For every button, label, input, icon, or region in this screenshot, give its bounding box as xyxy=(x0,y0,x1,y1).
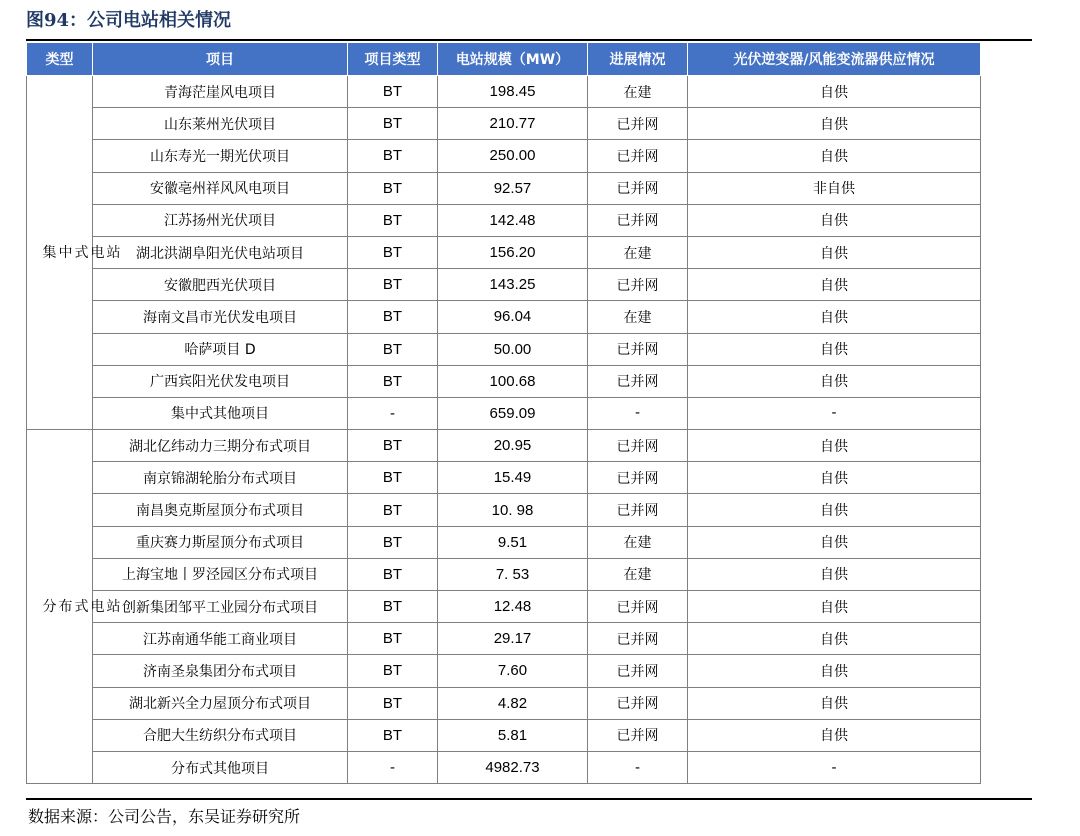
cell-capacity: 29.17 xyxy=(438,623,588,655)
cell-project-type: BT xyxy=(348,526,438,558)
cell-supply: 自供 xyxy=(688,333,981,365)
cell-project-name: 分布式其他项目 xyxy=(93,751,348,783)
cell-project-name: 江苏扬州光伏项目 xyxy=(93,204,348,236)
cell-project-type: BT xyxy=(348,655,438,687)
cell-supply: 自供 xyxy=(688,494,981,526)
cell-supply: 自供 xyxy=(688,687,981,719)
cell-capacity: 142.48 xyxy=(438,204,588,236)
cell-project-name: 济南圣泉集团分布式项目 xyxy=(93,655,348,687)
cell-project-type: - xyxy=(348,397,438,429)
cell-supply: - xyxy=(688,397,981,429)
header-project-type: 项目类型 xyxy=(348,43,438,76)
table-row xyxy=(27,301,981,333)
cell-project-type: BT xyxy=(348,172,438,204)
cell-project-type: BT xyxy=(348,236,438,268)
table-row xyxy=(27,751,981,783)
cell-supply: 自供 xyxy=(688,430,981,462)
cell-supply: 自供 xyxy=(688,108,981,140)
cell-supply: 自供 xyxy=(688,558,981,590)
cell-progress: 已并网 xyxy=(588,172,688,204)
cell-project-type: BT xyxy=(348,204,438,236)
cell-project-name: 湖北洪湖阜阳光伏电站项目 xyxy=(93,236,348,268)
cell-progress: 在建 xyxy=(588,558,688,590)
cell-progress: 在建 xyxy=(588,526,688,558)
cell-project-name: 山东寿光一期光伏项目 xyxy=(93,140,348,172)
cell-project-type: BT xyxy=(348,365,438,397)
cell-project-name: 江苏南通华能工商业项目 xyxy=(93,623,348,655)
cell-progress: 已并网 xyxy=(588,204,688,236)
cell-progress: 已并网 xyxy=(588,333,688,365)
cell-capacity: 20.95 xyxy=(438,430,588,462)
cell-project-name: 创新集团邹平工业园分布式项目 xyxy=(93,591,348,623)
table-header-row xyxy=(27,43,981,76)
cell-supply: 自供 xyxy=(688,526,981,558)
cell-project-name: 青海茫崖风电项目 xyxy=(93,76,348,108)
cell-supply: 自供 xyxy=(688,591,981,623)
table-row xyxy=(27,719,981,751)
cell-project-type: BT xyxy=(348,140,438,172)
table-row xyxy=(27,558,981,590)
cell-capacity: 7. 53 xyxy=(438,558,588,590)
cell-capacity: 10. 98 xyxy=(438,494,588,526)
cell-project-type: - xyxy=(348,751,438,783)
cell-project-name: 湖北新兴全力屋顶分布式项目 xyxy=(93,687,348,719)
table-row xyxy=(27,430,981,462)
group-label xyxy=(27,430,123,784)
cell-project-type: BT xyxy=(348,687,438,719)
cell-capacity: 659.09 xyxy=(438,397,588,429)
cell-project-name: 上海宝地丨罗泾园区分布式项目 xyxy=(93,558,348,590)
header-type: 类型 xyxy=(27,43,93,76)
table-row xyxy=(27,333,981,365)
cell-project-type: BT xyxy=(348,333,438,365)
table-row xyxy=(27,526,981,558)
header-capacity: 电站规模（MW） xyxy=(438,43,588,76)
cell-progress: - xyxy=(588,751,688,783)
table-row xyxy=(27,140,981,172)
header-supply: 光伏逆变器/风能变流器供应情况 xyxy=(688,43,981,76)
cell-project-type: BT xyxy=(348,462,438,494)
cell-capacity: 50.00 xyxy=(438,333,588,365)
header-progress: 进展情况 xyxy=(588,43,688,76)
cell-progress: 在建 xyxy=(588,301,688,333)
cell-capacity: 9.51 xyxy=(438,526,588,558)
cell-project-name: 南京锦湖轮胎分布式项目 xyxy=(93,462,348,494)
cell-capacity: 198.45 xyxy=(438,76,588,108)
table-row xyxy=(27,494,981,526)
cell-supply: 自供 xyxy=(688,462,981,494)
cell-project-type: BT xyxy=(348,430,438,462)
cell-capacity: 100.68 xyxy=(438,365,588,397)
cell-supply: 自供 xyxy=(688,140,981,172)
group-label-text: 集中式电站 xyxy=(42,244,123,261)
cell-supply: 自供 xyxy=(688,204,981,236)
table-row xyxy=(27,687,981,719)
cell-supply: 非自供 xyxy=(688,172,981,204)
table-row xyxy=(27,655,981,687)
cell-capacity: 4.82 xyxy=(438,687,588,719)
table-row xyxy=(27,591,981,623)
table-row xyxy=(27,108,981,140)
group-label xyxy=(27,76,123,430)
cell-capacity: 7.60 xyxy=(438,655,588,687)
bottom-rule xyxy=(26,798,1032,800)
cell-project-type: BT xyxy=(348,301,438,333)
cell-progress: 已并网 xyxy=(588,140,688,172)
cell-progress: 在建 xyxy=(588,76,688,108)
cell-capacity: 15.49 xyxy=(438,462,588,494)
header-project: 项目 xyxy=(93,43,348,76)
cell-capacity: 5.81 xyxy=(438,719,588,751)
cell-progress: 在建 xyxy=(588,236,688,268)
cell-project-type: BT xyxy=(348,558,438,590)
cell-progress: 已并网 xyxy=(588,430,688,462)
cell-progress: 已并网 xyxy=(588,719,688,751)
figure-title: 图94：公司电站相关情况 xyxy=(26,10,232,31)
table-row xyxy=(27,365,981,397)
source-note: 数据来源：公司公告，东吴证券研究所 xyxy=(28,807,301,826)
cell-progress: 已并网 xyxy=(588,365,688,397)
cell-progress: 已并网 xyxy=(588,655,688,687)
cell-project-name: 哈萨项目 D xyxy=(93,333,348,365)
cell-project-type: BT xyxy=(348,108,438,140)
table-row xyxy=(27,462,981,494)
cell-project-type: BT xyxy=(348,591,438,623)
top-rule xyxy=(26,39,1032,41)
cell-capacity: 92.57 xyxy=(438,172,588,204)
power-station-table xyxy=(26,42,981,784)
table-row xyxy=(27,397,981,429)
table-body xyxy=(27,76,981,784)
cell-supply: 自供 xyxy=(688,236,981,268)
cell-project-type: BT xyxy=(348,623,438,655)
cell-progress: 已并网 xyxy=(588,494,688,526)
cell-progress: 已并网 xyxy=(588,623,688,655)
cell-project-name: 集中式其他项目 xyxy=(93,397,348,429)
cell-project-type: BT xyxy=(348,719,438,751)
cell-project-name: 山东莱州光伏项目 xyxy=(93,108,348,140)
cell-project-type: BT xyxy=(348,494,438,526)
cell-capacity: 143.25 xyxy=(438,269,588,301)
table-row xyxy=(27,172,981,204)
cell-capacity: 250.00 xyxy=(438,140,588,172)
cell-project-type: BT xyxy=(348,269,438,301)
cell-project-name: 安徽肥西光伏项目 xyxy=(93,269,348,301)
cell-supply: 自供 xyxy=(688,719,981,751)
cell-capacity: 210.77 xyxy=(438,108,588,140)
table-row xyxy=(27,623,981,655)
cell-project-name: 重庆赛力斯屋顶分布式项目 xyxy=(93,526,348,558)
cell-capacity: 4982.73 xyxy=(438,751,588,783)
cell-progress: 已并网 xyxy=(588,591,688,623)
cell-project-name: 广西宾阳光伏发电项目 xyxy=(93,365,348,397)
table-row xyxy=(27,269,981,301)
cell-progress: 已并网 xyxy=(588,462,688,494)
table-row xyxy=(27,204,981,236)
group-label-text: 分布式电站 xyxy=(42,598,123,615)
cell-project-type: BT xyxy=(348,76,438,108)
cell-project-name: 合肥大生纺织分布式项目 xyxy=(93,719,348,751)
cell-progress: 已并网 xyxy=(588,269,688,301)
cell-project-name: 海南文昌市光伏发电项目 xyxy=(93,301,348,333)
cell-supply: 自供 xyxy=(688,269,981,301)
cell-progress: 已并网 xyxy=(588,108,688,140)
cell-supply: 自供 xyxy=(688,301,981,333)
cell-project-name: 安徽亳州祥风风电项目 xyxy=(93,172,348,204)
cell-supply: 自供 xyxy=(688,365,981,397)
cell-capacity: 12.48 xyxy=(438,591,588,623)
cell-project-name: 湖北亿纬动力三期分布式项目 xyxy=(93,430,348,462)
cell-progress: - xyxy=(588,397,688,429)
cell-capacity: 156.20 xyxy=(438,236,588,268)
cell-supply: 自供 xyxy=(688,76,981,108)
table-row xyxy=(27,236,981,268)
cell-supply: 自供 xyxy=(688,623,981,655)
cell-capacity: 96.04 xyxy=(438,301,588,333)
cell-supply: 自供 xyxy=(688,655,981,687)
table-row xyxy=(27,76,981,108)
cell-progress: 已并网 xyxy=(588,687,688,719)
cell-project-name: 南昌奥克斯屋顶分布式项目 xyxy=(93,494,348,526)
cell-supply: - xyxy=(688,751,981,783)
